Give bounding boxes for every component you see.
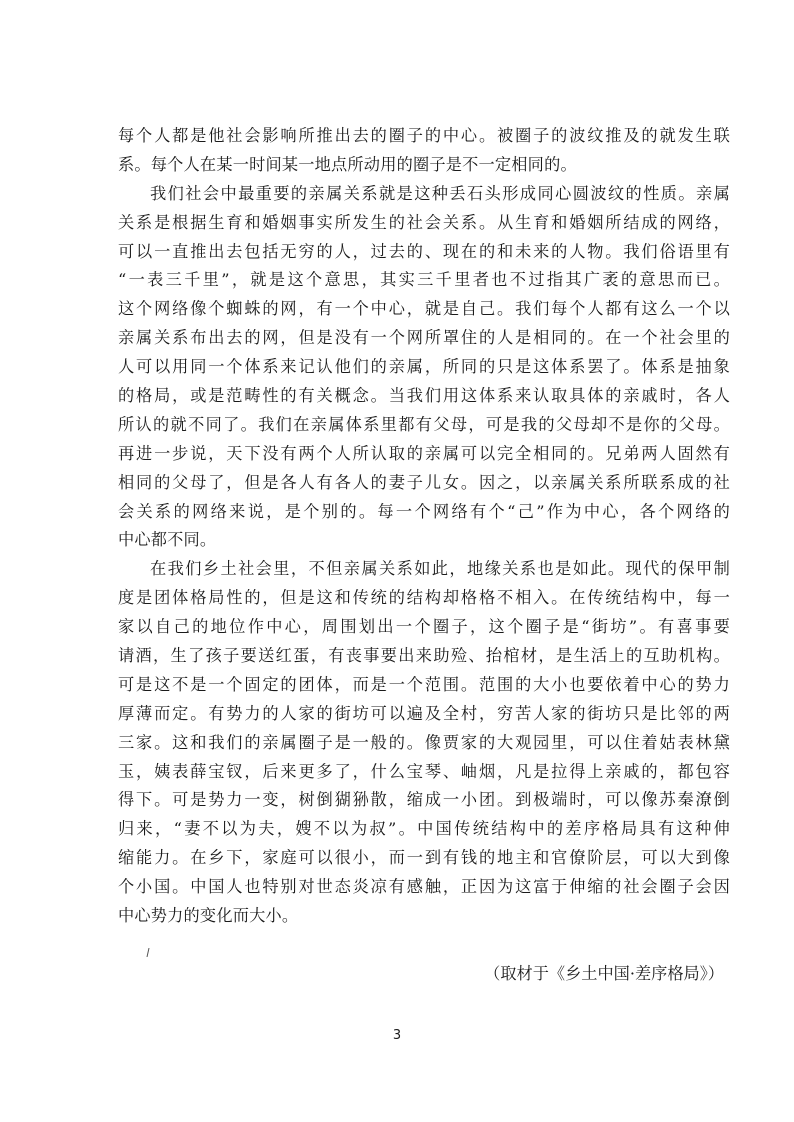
paragraph-2-line: 可以一直推出去包括无穷的人，过去的、现在的和未来的人物。我们俗语里有 bbox=[118, 241, 730, 261]
paragraph-3-line: 在我们乡土社会里，不但亲属关系如此，地缘关系也是如此。现代的保甲制 bbox=[150, 559, 730, 579]
paragraph-2-line: 所认的就不同了。我们在亲属体系里都有父母，可是我的父母却不是你的父母。 bbox=[118, 414, 730, 434]
paragraph-3-line: 中心势力的变化而大小。 bbox=[118, 906, 299, 926]
paragraph-2-line: 关系是根据生育和婚姻事实所发生的社会关系。从生育和婚姻所结成的网络， bbox=[118, 212, 730, 232]
paragraph-2-line: 中心都不同。 bbox=[118, 530, 217, 550]
paragraph-3-line: 度是团体格局性的，但是这和传统的结构却格格不相入。在传统结构中，每一 bbox=[118, 588, 730, 608]
paragraph-2-line: “一表三千里”，就是这个意思，其实三千里者也不过指其广袤的意思而已。 bbox=[118, 270, 730, 290]
paragraph-3-line: 可是这不是一个固定的团体，而是一个范围。范围的大小也要依着中心的势力 bbox=[118, 674, 730, 694]
paragraph-3-line: 家以自己的地位作中心，周围划出一个圈子，这个圈子是“街坊”。有喜事要 bbox=[118, 617, 730, 637]
paragraph-3-line: 三家。这和我们的亲属圈子是一般的。像贾家的大观园里，可以住着姑表林黛 bbox=[118, 732, 730, 752]
article-body bbox=[118, 122, 730, 931]
paragraph-2-line: 人可以用同一个体系来记认他们的亲属，所同的只是这体系罢了。体系是抽象 bbox=[118, 357, 730, 377]
page-number: 3 bbox=[392, 1028, 402, 1043]
paragraph-2-line: 亲属关系布出去的网，但是没有一个网所罩住的人是相同的。在一个社会里的 bbox=[118, 328, 730, 348]
paragraph-2-line: 会关系的网络来说，是个别的。每一个网络有个“己”作为中心，各个网络的 bbox=[118, 501, 730, 521]
paragraph-1-line: 系。每个人在某一时间某一地点所动用的圈子是不一定相同的。 bbox=[118, 154, 577, 174]
paragraph-2-line: 再进一步说，天下没有两个人所认取的亲属可以完全相同的。兄弟两人固然有 bbox=[118, 443, 730, 463]
source-citation: （取材于《乡土中国·差序格局》） bbox=[484, 964, 724, 983]
paragraph-2-line: 相同的父母了，但是各人有各人的妻子儿女。因之，以亲属关系所联系成的社 bbox=[118, 472, 730, 492]
paragraph-3-line: 玉，姨表薛宝钗，后来更多了，什么宝琴、岫烟，凡是拉得上亲戚的，都包容 bbox=[118, 761, 730, 781]
paragraph-3-line: 得下。可是势力一变，树倒猢狲散，缩成一小团。到极端时，可以像苏秦潦倒 bbox=[118, 790, 730, 810]
paragraph-3-line: 缩能力。在乡下，家庭可以很小，而一到有钱的地主和官僚阶层，可以大到像 bbox=[118, 848, 730, 868]
paragraph-2-line: 的格局，或是范畴性的有关概念。当我们用这体系来认取具体的亲戚时，各人 bbox=[118, 386, 730, 406]
paragraph-3-line: 归来，“妻不以为夫，嫂不以为叔”。中国传统结构中的差序格局具有这种伸 bbox=[118, 819, 730, 839]
paragraph-1-line: 每个人都是他社会影响所推出去的圈子的中心。被圈子的波纹推及的就发生联 bbox=[118, 126, 730, 145]
paragraph-2-line: 我们社会中最重要的亲属关系就是这种丢石头形成同心圆波纹的性质。亲属 bbox=[150, 183, 730, 203]
paragraph-3-line: 厚薄而定。有势力的人家的街坊可以遍及全村，穷苦人家的街坊只是比邻的两 bbox=[118, 703, 730, 723]
paragraph-3-line: 个小国。中国人也特别对世态炎凉有感触，正因为这富于伸缩的社会圈子会因 bbox=[118, 877, 730, 897]
stray-pen-mark bbox=[146, 948, 150, 957]
paragraph-3-line: 请酒，生了孩子要送红蛋，有丧事要出来助殓、抬棺材，是生活上的互助机构。 bbox=[118, 646, 730, 666]
paragraph-2-line: 这个网络像个蜘蛛的网，有一个中心，就是自己。我们每个人都有这么一个以 bbox=[118, 299, 730, 319]
